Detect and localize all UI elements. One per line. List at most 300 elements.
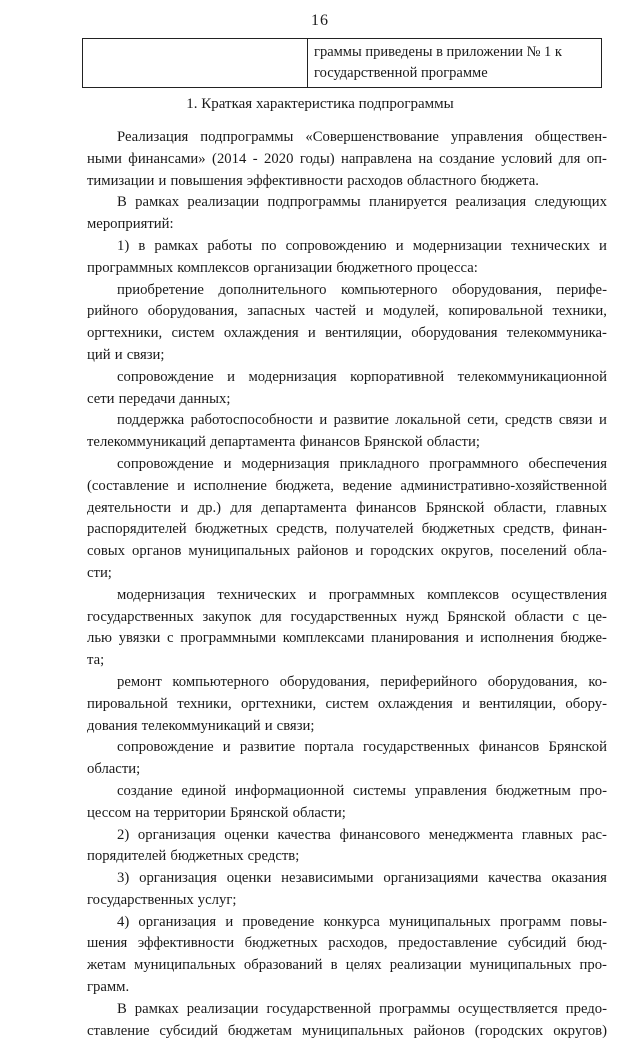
word: программными — [180, 630, 277, 647]
word: информационной — [234, 782, 345, 799]
text-line — [87, 519, 607, 541]
word: государственной — [266, 1000, 372, 1017]
word: и — [462, 695, 470, 712]
word: бюджетных — [244, 935, 318, 952]
word: бюджетных — [421, 521, 495, 538]
word: та; — [87, 652, 105, 669]
word: закупок — [202, 608, 252, 625]
table-cell-line: государственной программе — [314, 65, 488, 81]
word: с — [572, 608, 579, 625]
word: модернизация — [248, 368, 337, 385]
word: управления — [450, 129, 523, 145]
word: исполнения — [480, 630, 554, 647]
word: средств; — [247, 848, 300, 865]
word: систем — [325, 695, 369, 712]
word: в — [330, 957, 338, 974]
word: и — [222, 739, 231, 756]
word: средств, — [276, 521, 328, 538]
word: расходов, — [328, 935, 388, 952]
word: и — [365, 303, 374, 320]
word: 3) — [117, 870, 130, 887]
word: прикладного — [339, 455, 420, 472]
word: организациями — [383, 870, 479, 887]
word: и — [227, 368, 235, 385]
word: ставление — [87, 1022, 150, 1039]
text-line — [87, 476, 607, 498]
word: частей — [314, 303, 357, 320]
word: средств, — [503, 521, 555, 538]
text-line — [87, 585, 607, 607]
word: главных — [555, 499, 607, 516]
word: дования — [87, 717, 138, 734]
word: финансов — [356, 499, 417, 516]
word: рас- — [581, 826, 607, 843]
text-line — [87, 258, 607, 280]
word: и — [177, 477, 186, 494]
word: муниципальных — [188, 543, 291, 560]
text-line — [87, 301, 607, 323]
word: приобретение — [117, 281, 204, 298]
word: главных — [521, 826, 573, 843]
word: округов) — [553, 1022, 607, 1039]
word: модернизация — [117, 586, 206, 603]
word: организация — [138, 913, 217, 930]
text-line — [87, 541, 607, 563]
word: деятельности — [87, 499, 172, 516]
word: (городских — [474, 1022, 544, 1039]
word: для — [260, 608, 282, 625]
word: нужд — [405, 608, 439, 625]
word: Брянской — [447, 608, 506, 625]
word: оборудования — [411, 325, 498, 342]
word: ций — [87, 346, 111, 363]
word: области; — [87, 761, 141, 778]
word: субсидий — [507, 935, 567, 952]
word: организация — [137, 826, 216, 843]
word: систем — [171, 325, 215, 342]
word: системы — [353, 782, 407, 799]
word: расходов — [347, 172, 403, 189]
word: бюджетных — [170, 848, 244, 865]
word: на — [135, 804, 150, 821]
word: данных; — [179, 390, 231, 407]
word: портала — [304, 739, 354, 756]
word: территории — [153, 804, 226, 821]
word: бюд- — [576, 935, 607, 952]
word: копировальной — [448, 303, 543, 320]
word: бюджетным — [495, 782, 571, 799]
word: реализация — [455, 194, 527, 211]
word: сопровождение — [117, 739, 214, 756]
word: государственных — [87, 608, 194, 625]
text-line — [87, 410, 607, 432]
word: 2) — [117, 826, 130, 843]
word: городских — [370, 543, 434, 560]
text-line — [87, 345, 607, 367]
word: подпрограммы — [200, 129, 294, 145]
word: В — [117, 1000, 127, 1017]
word: эффективности — [137, 935, 235, 952]
word: единой — [181, 782, 227, 799]
word: телекоммуникационной — [457, 368, 607, 385]
text-line — [87, 803, 607, 825]
word: - — [252, 150, 258, 167]
text-line — [87, 432, 607, 454]
word: про- — [579, 957, 607, 974]
word: бюджетного — [336, 259, 413, 276]
text-line — [87, 868, 607, 890]
word: совых — [87, 543, 126, 560]
word: оборудования, — [147, 303, 238, 320]
word: организация — [139, 870, 217, 887]
word: получателей — [335, 521, 414, 538]
word: оп- — [586, 150, 607, 167]
text-line — [87, 607, 607, 629]
section-title: 1. Краткая характеристика подпрограммы — [186, 96, 454, 112]
word: государственных — [87, 891, 194, 908]
text-line — [87, 171, 607, 193]
word: дополнительного — [218, 281, 327, 298]
text-line — [87, 628, 607, 650]
word: охлаждения — [223, 325, 299, 342]
word: бюджета, — [275, 477, 334, 494]
word: и — [395, 237, 404, 254]
word: обору- — [565, 695, 607, 712]
text-line — [87, 955, 607, 977]
word: вентиляции, — [479, 695, 557, 712]
word: районов — [297, 543, 349, 560]
word: области; — [292, 804, 346, 821]
word: муниципальных — [134, 957, 236, 974]
word: жетам — [87, 957, 126, 974]
word: независимыми — [281, 870, 374, 887]
word: бюджета. — [480, 172, 539, 189]
word: бюджетам — [227, 1022, 292, 1039]
word: качества — [277, 826, 331, 843]
word: 2020 — [264, 150, 294, 167]
word: для — [558, 150, 581, 167]
word: области, — [493, 499, 547, 516]
word: грамм. — [87, 979, 130, 996]
word: финансового — [339, 826, 421, 843]
table-row — [83, 39, 602, 88]
word: районов — [413, 1022, 465, 1039]
word: процесса: — [416, 259, 478, 276]
word: 4) — [117, 913, 130, 930]
text-line — [87, 127, 607, 149]
word: исполнение — [193, 477, 267, 494]
word: программы — [379, 1000, 451, 1017]
word: технических — [510, 237, 590, 254]
word: муниципальных — [469, 957, 572, 974]
word: следующих — [534, 194, 607, 211]
word: подпрограммы — [267, 194, 361, 211]
text-line — [87, 846, 607, 868]
word: департамента — [210, 434, 296, 451]
word: средств — [504, 412, 553, 429]
word: муниципальных — [301, 1022, 404, 1039]
word: корпоративной — [350, 368, 445, 385]
word: комплексов — [427, 586, 500, 603]
text-line — [87, 999, 607, 1021]
text-line — [87, 236, 607, 258]
word: муниципальных — [389, 913, 491, 930]
word: субсидий — [159, 1022, 218, 1039]
word: др.) — [197, 499, 222, 516]
word: и — [225, 913, 234, 930]
word: оценки — [224, 826, 269, 843]
word: развитие — [333, 412, 389, 429]
word: техники, — [177, 695, 232, 712]
word: качества — [488, 870, 542, 887]
word: оргтехники, — [87, 325, 163, 342]
word: ными — [87, 150, 122, 167]
word: проведение — [242, 913, 315, 930]
text-line — [87, 694, 607, 716]
word: оргтехники, — [241, 695, 317, 712]
word: телекоммуникаций — [141, 717, 261, 734]
word: увязки — [118, 630, 161, 647]
word: телекоммуникаций — [87, 434, 206, 451]
word: для — [230, 499, 252, 516]
word: ремонт — [117, 673, 162, 690]
text-line — [87, 498, 607, 520]
word: рамках — [135, 194, 180, 211]
word: и — [264, 717, 273, 734]
text-line — [87, 933, 607, 955]
word: мероприятий: — [87, 216, 174, 233]
word: связи — [558, 412, 593, 429]
word: программного — [429, 455, 519, 472]
word: телекоммуника- — [506, 325, 607, 342]
word: распорядителей — [87, 521, 187, 538]
text-line — [87, 759, 607, 781]
word: модулей, — [383, 303, 439, 320]
word: 1) — [117, 237, 130, 254]
word: и — [465, 630, 474, 647]
word: планируется — [368, 194, 448, 211]
word: ко- — [588, 673, 607, 690]
word: работоспособности — [190, 412, 313, 429]
word: на — [418, 150, 433, 167]
text-line — [87, 977, 607, 999]
word: рамках — [154, 237, 199, 254]
word: создание — [439, 150, 495, 167]
word: комплексами — [282, 630, 365, 647]
text-line — [87, 825, 607, 847]
word: про- — [579, 782, 607, 799]
word: Брянской — [548, 739, 607, 756]
word: оборудования, — [487, 673, 578, 690]
word: финансов — [478, 739, 540, 756]
word: и — [599, 412, 607, 429]
word: финансов — [299, 434, 360, 451]
word: обществен- — [534, 129, 607, 145]
word: работы — [207, 237, 253, 254]
word: (составление — [87, 477, 169, 494]
word: финан- — [562, 521, 607, 538]
word: программных — [87, 259, 174, 276]
word: ведение — [342, 477, 392, 494]
text-line — [87, 454, 607, 476]
word: шения — [87, 935, 128, 952]
word: реализации — [389, 957, 462, 974]
word: и — [114, 346, 123, 363]
word: бюджетных — [194, 521, 269, 538]
word: перифе- — [556, 281, 607, 298]
word: и — [223, 455, 232, 472]
word: сопровождение — [117, 368, 214, 385]
word: предо- — [565, 1000, 607, 1017]
page-number: 16 — [311, 12, 329, 29]
word: конкурса — [323, 913, 380, 930]
text-line — [87, 563, 607, 585]
word: создание — [117, 782, 173, 799]
text-line — [87, 672, 607, 694]
word: с — [167, 630, 174, 647]
word: эффективности — [246, 172, 344, 189]
word: целях — [345, 957, 382, 974]
word: планирования — [371, 630, 459, 647]
word: локальной — [395, 412, 461, 429]
text-line — [87, 192, 607, 214]
word: охлаждения — [377, 695, 453, 712]
text-line — [87, 737, 607, 759]
word: административно-хозяйственной — [400, 477, 607, 494]
word: и — [308, 586, 317, 603]
word: бюдже- — [560, 630, 607, 647]
word: повы- — [570, 913, 607, 930]
word: модернизации — [412, 237, 502, 254]
word: обла- — [573, 543, 607, 560]
word: цессом — [87, 804, 132, 821]
word: и — [180, 499, 189, 516]
word: «Совершенствование — [305, 129, 439, 145]
word: сети, — [467, 412, 499, 429]
word: компьютерного — [340, 281, 438, 298]
word: реализации — [186, 1000, 259, 1017]
text-line — [87, 1021, 607, 1042]
word: области; — [426, 434, 480, 451]
word: передачи — [118, 390, 176, 407]
text-line — [87, 149, 607, 171]
word: Брянской — [230, 804, 289, 821]
text-line — [87, 323, 607, 345]
text-line — [87, 781, 607, 803]
word: пировальной — [87, 695, 168, 712]
word: организации — [253, 259, 333, 276]
word: сети — [87, 390, 115, 407]
word: развитие — [239, 739, 296, 756]
text-line — [87, 716, 607, 738]
word: (2014 — [212, 150, 247, 167]
word: осуществляется — [458, 1000, 558, 1017]
word: и — [599, 237, 607, 254]
word: образований — [243, 957, 323, 974]
word: рамках — [134, 1000, 179, 1017]
word: условий — [501, 150, 553, 167]
word: модернизация — [241, 455, 330, 472]
word: в — [138, 237, 146, 254]
word: оказания — [551, 870, 607, 887]
table-cell-left — [83, 39, 308, 88]
word: округов, — [440, 543, 494, 560]
word: порядителей — [87, 848, 167, 865]
word: оборудования, — [279, 673, 370, 690]
word: техники, — [552, 303, 607, 320]
table-cell-line: граммы приведены в приложении № 1 к — [314, 44, 562, 60]
word: сопровождению — [285, 237, 387, 254]
word: государственных — [290, 608, 398, 625]
word: оборудования, — [452, 281, 542, 298]
word: сти; — [87, 564, 112, 581]
word: и — [307, 325, 316, 342]
word: оценки — [226, 870, 272, 887]
word: связи; — [276, 717, 315, 734]
word: запасных — [247, 303, 306, 320]
word: тимизации — [87, 172, 155, 189]
text-line — [87, 367, 607, 389]
text-line — [87, 280, 607, 302]
word: областного — [406, 172, 477, 189]
word: управления — [414, 782, 487, 799]
word: финансами» — [128, 150, 206, 167]
word: Брянской — [364, 434, 423, 451]
word: направлена — [341, 150, 412, 167]
word: государственных — [362, 739, 470, 756]
word: программных — [328, 586, 415, 603]
text-line — [87, 912, 607, 934]
word: менеджмента — [428, 826, 514, 843]
word: области — [514, 608, 564, 625]
word: услуг; — [197, 891, 237, 908]
word: це- — [587, 608, 607, 625]
word: связи; — [126, 346, 165, 363]
word: и — [355, 543, 364, 560]
word: осуществления — [511, 586, 607, 603]
text-line — [87, 389, 607, 411]
word: годы) — [299, 150, 335, 167]
word: по — [261, 237, 277, 254]
word: поддержка — [117, 412, 185, 429]
word: реализации — [187, 194, 260, 211]
word: периферийного — [380, 673, 478, 690]
word: компьютерного — [172, 673, 269, 690]
word: вентиляции, — [325, 325, 402, 342]
continuation-table — [82, 38, 602, 88]
text-line — [87, 890, 607, 912]
word: технических — [217, 586, 297, 603]
word: предоставление — [398, 935, 498, 952]
text-line — [87, 650, 607, 672]
word: повышения — [170, 172, 243, 189]
word: департамента — [261, 499, 347, 516]
word: Брянской — [425, 499, 485, 516]
word: обеспечения — [528, 455, 607, 472]
word: лью — [87, 630, 113, 647]
word: В — [117, 194, 127, 211]
word: рийного — [87, 303, 139, 320]
word: и — [319, 412, 328, 429]
word: сопровождение — [117, 455, 214, 472]
word: программ — [499, 913, 561, 930]
word: поселений — [500, 543, 567, 560]
word: органов — [132, 543, 182, 560]
word: и — [158, 172, 167, 189]
word: Реализация — [117, 129, 189, 145]
table-cell-right — [308, 39, 602, 88]
word: комплексов — [177, 259, 250, 276]
